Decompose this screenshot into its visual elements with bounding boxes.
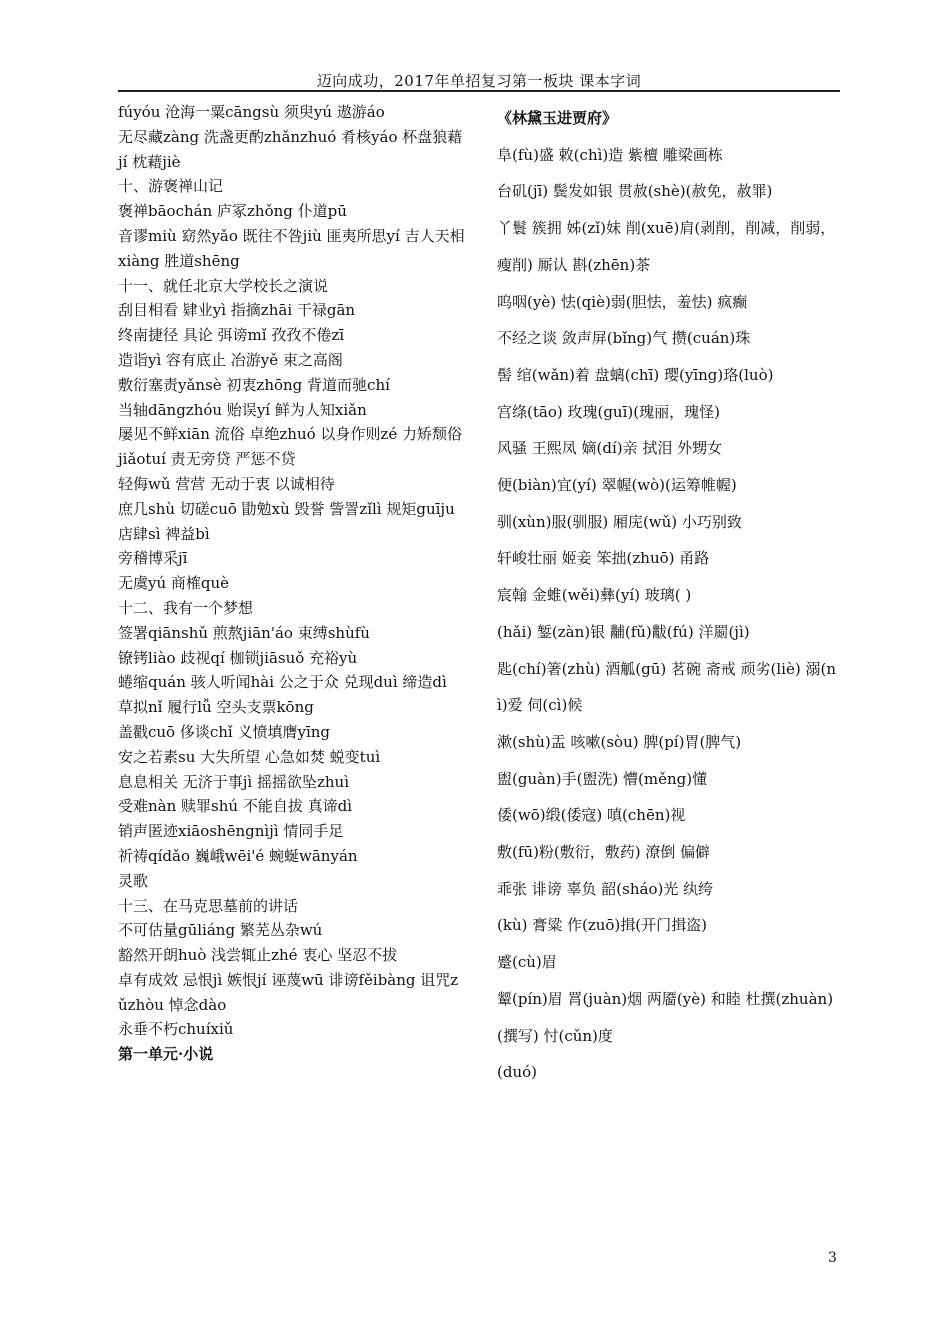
text-line: 不可估量gūliáng 繁芜丛杂wú — [118, 921, 323, 940]
text-line: 终南捷径 具论 弭谤mǐ 孜孜不倦zī — [118, 326, 345, 345]
page-number: 3 — [828, 1250, 837, 1266]
text-line: 褒禅bāochán 庐冢zhǒng 仆道pū — [118, 202, 347, 221]
text-line: 宸翰 金蜼(wěi)彝(yí) 玻璃( ) — [497, 586, 692, 605]
text-line: 灵歌 — [118, 871, 149, 890]
left-column — [118, 100, 466, 1067]
lesson-title: 《林黛玉进贾府》 — [497, 109, 618, 127]
text-line: 庶几shù 切磋cuō 勖勉xù 毁誉 訾詈zǐlì 规矩guīju 店肆sì 裨益bì — [118, 499, 455, 543]
text-line: 轩峻壮丽 姬妾 笨拙(zhuō) 甬路 — [497, 549, 710, 568]
text-line: 音谬miù 窈然yǎo 既往不咎jiù 匪夷所思yí 吉人天相xiàng 胜道shēng — [118, 226, 465, 270]
text-line: 无尽藏zàng 洗盏更酌zhǎnzhuó 肴核yáo 杯盘狼藉jí 枕藉jiè — [118, 127, 463, 171]
text-line: 阜(fù)盛 敕(chì)造 紫檀 雕梁画栋 — [497, 145, 723, 164]
section-heading: 十二、我有一个梦想 — [118, 598, 254, 617]
text-line: 卓有成效 忌恨jì 嫉恨jí 诬蔑wū 诽谤fěibàng 诅咒zǔzhòu 悼念dào — [118, 970, 459, 1014]
header-rule — [118, 90, 840, 92]
text-line: 刮目相看 肄业yì 指摘zhāi 干禄gān — [118, 301, 356, 320]
text-line: 盖戳cuō 侈谈chǐ 义愤填膺yīng — [118, 722, 331, 741]
text-line: 敷衍塞责yǎnsè 初衷zhōng 背道而驰chí — [118, 375, 390, 394]
text-line: 永垂不朽chuíxiǔ — [118, 1020, 234, 1039]
text-line: 蜷缩quán 骇人听闻hài 公之于众 兑现duì 缔造dì 草拟nǐ 履行lǚ 空头支票kōng — [118, 673, 447, 717]
section-heading: 十一、就任北京大学校长之演说 — [118, 276, 329, 295]
text-line: 造诣yì 容有底止 冶游yě 束之高阁 — [118, 350, 343, 369]
text-line: 敷(fū)粉(敷衍，敷药) 潦倒 偏僻 — [497, 843, 711, 862]
text-line: (duó) — [497, 1063, 537, 1082]
text-line: 倭(wō)缎(倭寇) 嗔(chēn)视 — [497, 806, 686, 825]
text-line: 乖张 诽谤 辜负 韶(sháo)光 纨绔 — [497, 879, 714, 898]
text-line: 髻 绾(wǎn)着 盘螭(chī) 璎(yīng)珞(luò) — [497, 365, 774, 384]
text-line: 豁然开朗huò 浅尝辄止zhé 衷心 坚忍不拔 — [118, 946, 398, 965]
text-line: 屡见不鲜xiān 流俗 卓绝zhuó 以身作则zé 力矫颓俗jiǎotuí 责无旁贷 严惩不贷 — [118, 425, 462, 469]
text-line: 风骚 王熙凤 嫡(dí)亲 拭泪 外甥女 — [497, 439, 723, 458]
text-line: 安之若素su 大失所望 心急如焚 蜕变tuì — [118, 747, 381, 766]
text-line: 旁稽博采jī — [118, 549, 188, 568]
text-line: 蹙(cù)眉 — [497, 953, 557, 972]
text-line: 漱(shù)盂 咳嗽(sòu) 脾(pí)胃(脾气) — [497, 732, 742, 751]
text-line: (kù) 膏粱 作(zuō)揖(开门揖盗) — [497, 916, 707, 935]
text-line: 盥(guàn)手(盥洗) 懵(měng)懂 — [497, 769, 708, 788]
text-line: 匙(chí)箸(zhù) 酒觚(gū) 茗碗 斋戒 顽劣(liè) 溺(nì)爱 伺(cì)候 — [497, 659, 836, 715]
text-line: 息息相关 无济于事jì 摇摇欲坠zhuì — [118, 772, 350, 791]
text-line: 祈祷qídǎo 巍峨wēi'é 蜿蜒wānyán — [118, 846, 358, 865]
section-heading: 十、游褒禅山记 — [118, 177, 224, 196]
text-line: 无虞yú 商榷què — [118, 574, 230, 593]
text-line: 镣铐liào 歧视qí 枷锁jiāsuǒ 充裕yù — [118, 648, 358, 667]
text-line: 签署qiānshǔ 煎熬jiān'áo 束缚shùfù — [118, 623, 370, 642]
text-line: 受难nàn 赎罪shú 不能自拔 真谛dì — [118, 797, 352, 816]
text-line: fúyóu 沧海一粟cāngsù 须臾yú 遨游áo — [118, 103, 385, 121]
text-line: 台矶(jī) 鬓发如银 贯赦(shè)(赦免，赦罪) — [497, 182, 773, 201]
text-line: 轻侮wǔ 营营 无动于衷 以诚相待 — [118, 474, 335, 493]
right-column — [497, 100, 844, 1091]
text-line: 不经之谈 敛声屏(bǐng)气 攒(cuán)珠 — [497, 329, 751, 348]
text-line: 便(biàn)宜(yí) 翠幄(wò)(运筹帷幄) — [497, 476, 737, 495]
text-line: 驯(xùn)服(驯服) 厢庑(wǔ) 小巧别致 — [497, 512, 742, 531]
page-header: 迈向成功，2017年单招复习第一板块 课本字词 — [316, 72, 642, 90]
text-line: 丫鬟 簇拥 姊(zǐ)妹 削(xuē)肩(剥削，削减，削弱，瘦削) 厮认 斟(zhēn)茶 — [497, 219, 836, 274]
text-line: 销声匿迹xiāoshēngnìjì 情同手足 — [118, 822, 344, 841]
text-line: 当轴dāngzhóu 贻误yí 鲜为人知xiǎn — [118, 400, 367, 419]
section-heading: 十三、在马克思墓前的讲话 — [118, 896, 299, 915]
text-line: 呜咽(yè) 怯(qiè)弱(胆怯，羞怯) 疯癫 — [497, 292, 748, 311]
text-line: (hǎi) 錾(zàn)银 黼(fǔ)黻(fú) 洋罽(jì) — [497, 622, 750, 641]
text-line: 宫绦(tāo) 玫瑰(guī)(瑰丽，瑰怪) — [497, 402, 720, 421]
unit-heading: 第一单元·小说 — [118, 1045, 214, 1064]
text-line: 颦(pín)眉 罥(juàn)烟 两靥(yè) 和睦 杜撰(zhuàn)(撰写) 忖(cǔn)度 — [497, 989, 834, 1045]
